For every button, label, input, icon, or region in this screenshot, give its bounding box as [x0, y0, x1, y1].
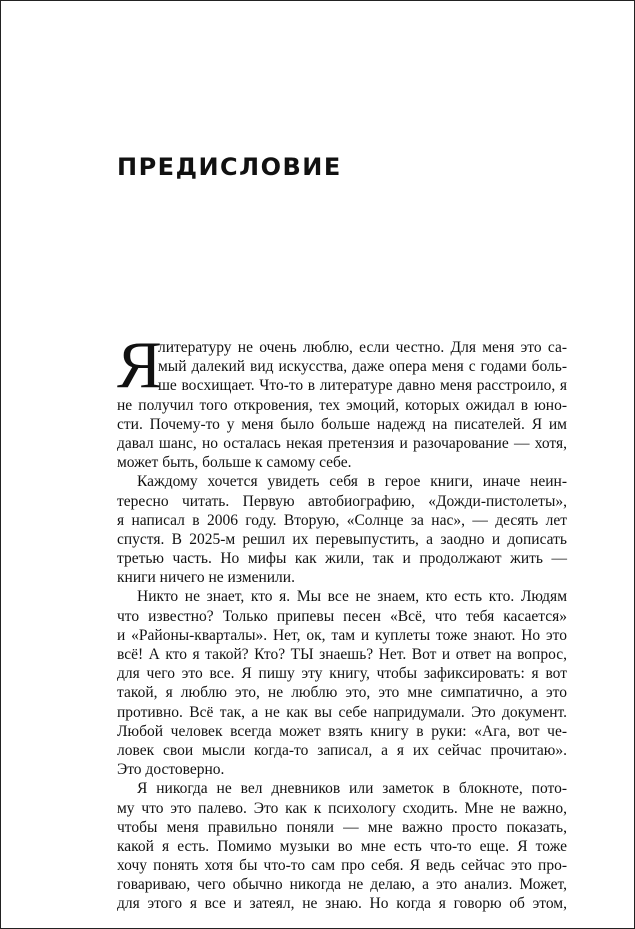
text-line: и «Районы-кварталы». Нет, ок, там и куплеты тоже знают. Но это — [117, 626, 567, 644]
text-line: Никто не знает, кто я. Мы все не знаем, кто есть кто. Людям — [137, 588, 567, 606]
text-line: третью часть. Но мифы как жили, так и продолжают жить — — [117, 550, 567, 568]
body-text — [117, 328, 567, 914]
text-line: сти. Почему-то у меня было больше надежд на писателей. Я им — [117, 415, 567, 433]
text-line: чтобы меня правильно поняли — мне важно просто показать, — [117, 818, 567, 836]
text-line: давал шанс, но осталась некая претензия и разочарование — хотя, — [117, 434, 567, 452]
text-line: для этого я все и затеял, не знаю. Но когда я говорю об этом, — [117, 895, 567, 913]
text-line: противно. Всё так, а не как вы себе напридумали. Это документ. — [117, 703, 567, 721]
text-line: Я никогда не вел дневников или заметок в блокноте, пото- — [137, 780, 567, 798]
text-line: ловек свои мысли когда-то записал, а я их сейчас прочитаю». — [117, 741, 567, 759]
text-line: может быть, больше к самому себе. — [117, 454, 352, 472]
text-line: спустя. В 2025-м решил их перевыпустить, а заодно и дописать — [117, 530, 567, 548]
text-line: говариваю, чего обычно никогда не делаю, а это анализ. Может, — [117, 876, 567, 894]
text-line: тересно читать. Первую автобиографию, «Дожди-пистолеты», — [117, 492, 567, 510]
drop-cap: Я — [117, 328, 162, 402]
text-line: му что это палево. Это как к психологу сходить. Мне не важно, — [117, 799, 567, 817]
text-line: я написал в 2006 году. Вторую, «Солнце за нас», — десять лет — [117, 511, 567, 529]
text-line: ше восхищает. Что-то в литературе давно меня расстроило, я — [158, 377, 567, 395]
text-line: какой я есть. Помимо музыки во мне есть что-то еще. Я тоже — [117, 837, 567, 855]
text-line: литературу не очень люблю, если честно. Для меня это са- — [158, 339, 567, 356]
text-line: хочу понять хотя бы что-то сам про себя. Я ведь сейчас это про- — [117, 857, 567, 875]
text-line: не получил того откровения, тех эмоций, которых ожидал в юно- — [117, 396, 567, 414]
chapter-heading: ПРЕДИСЛОВИЕ — [117, 153, 342, 181]
text-line: такой, я люблю это, не люблю это, это мне симпатично, а это — [117, 684, 567, 702]
text-line: для чего это все. Я пишу эту книгу, чтобы зафиксировать: я вот — [117, 665, 567, 683]
text-line: мый далекий вид искусства, даже опера меня с годами боль- — [158, 358, 567, 376]
text-line: что известно? Только припевы песен «Всё, что тебя касается» — [117, 607, 567, 625]
text-line: Каждому хочется увидеть себя в герое книги, иначе неин- — [137, 473, 567, 491]
text-line: Любой человек всегда может взять книгу в руки: «Ага, вот че- — [117, 722, 567, 740]
text-line: Это достоверно. — [117, 761, 225, 779]
text-line: всё! А кто я такой? Кто? ТЫ знаешь? Нет. Вот и ответ на вопрос, — [117, 646, 567, 663]
text-line: книги ничего не изменили. — [117, 569, 295, 587]
